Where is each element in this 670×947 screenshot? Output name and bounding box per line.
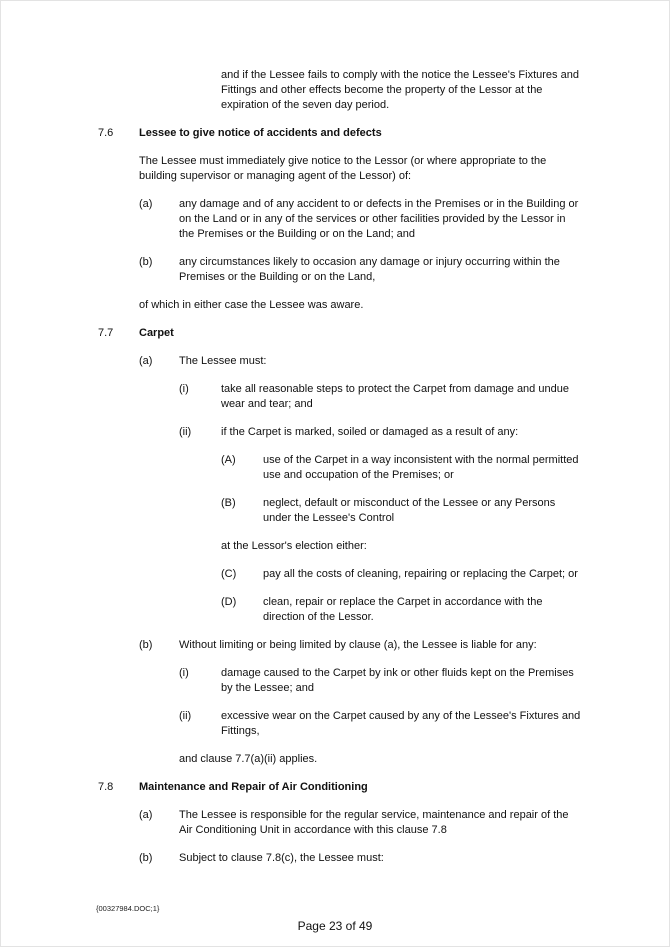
item-marker: (b) xyxy=(139,256,153,268)
list-item-C xyxy=(221,567,581,582)
list-item-A xyxy=(221,453,581,483)
page-number: Page 23 of 49 xyxy=(297,919,373,933)
item-marker: (a) xyxy=(139,809,153,821)
item-text: Subject to clause 7.8(c), the Lessee must: xyxy=(179,852,384,864)
clause-title: Lessee to give notice of accidents and defects xyxy=(139,127,382,139)
item-text: any damage and of any accident to or defects in the Premises or in the Building or on the Land or in any of the services or other facilities provided by the Lessor in the Premises or the Building or on the Land; and xyxy=(179,198,579,240)
item-text: Without limiting or being limited by clause (a), the Lessee is liable for any: xyxy=(179,639,537,651)
clause-heading-7.8 xyxy=(98,780,581,795)
clause-title: Carpet xyxy=(139,327,174,339)
list-item-b xyxy=(139,638,581,653)
list-item-b xyxy=(139,255,581,285)
item-marker: (ii) xyxy=(179,710,192,722)
list-item-D xyxy=(221,595,581,625)
clause-heading-7.7 xyxy=(98,326,581,341)
item-text: neglect, default or misconduct of the Lessee or any Persons under the Lessee's Control xyxy=(263,497,556,524)
item-marker: (b) xyxy=(139,852,153,864)
item-text: any circumstances likely to occasion any damage or injury occurring within the Premises or the Building or on the Land, xyxy=(179,256,560,283)
item-marker: (a) xyxy=(139,355,153,367)
item-marker: (a) xyxy=(139,198,153,210)
item-text: if the Carpet is marked, soiled or damaged as a result of any: xyxy=(221,426,519,438)
clause-number: 7.6 xyxy=(98,127,114,139)
item-marker: (ii) xyxy=(179,426,192,438)
clause-number: 7.7 xyxy=(98,327,114,339)
item-marker: (i) xyxy=(179,667,189,679)
clause-heading-7.6 xyxy=(98,126,581,141)
item-marker: (i) xyxy=(179,383,189,395)
item-marker: (B) xyxy=(221,497,236,509)
document-reference: {00327984.DOC;1} xyxy=(96,904,160,913)
paragraph: The Lessee must immediately give notice to the Lessor (or where appropriate to the building supervisor or managing agent of the Lessor) of: xyxy=(139,155,547,182)
list-item-i xyxy=(179,666,581,696)
list-item-a xyxy=(139,197,581,242)
item-text: clean, repair or replace the Carpet in accordance with the direction of the Lessor. xyxy=(263,596,543,623)
item-marker: (C) xyxy=(221,568,237,580)
item-text: The Lessee is responsible for the regular service, maintenance and repair of the Air Conditioning Unit in accordance with this clause 7.8 xyxy=(179,809,569,836)
item-text: The Lessee must: xyxy=(179,355,267,367)
list-item-ii xyxy=(179,425,581,440)
paragraph: and if the Lessee fails to comply with the notice the Lessee's Fixtures and Fittings and other effects become the property of the Lessor at the expiration of the seven day period. xyxy=(221,69,579,111)
list-item-i xyxy=(179,382,581,412)
item-marker: (b) xyxy=(139,639,153,651)
list-item-ii xyxy=(179,709,581,739)
item-text: damage caused to the Carpet by ink or other fluids kept on the Premises by the Lessee; and xyxy=(221,667,574,694)
list-item-a xyxy=(139,808,581,838)
document-body xyxy=(1,1,669,866)
item-marker: (A) xyxy=(221,454,236,466)
paragraph: of which in either case the Lessee was aware. xyxy=(139,299,364,311)
item-text: excessive wear on the Carpet caused by any of the Lessee's Fixtures and Fittings, xyxy=(221,710,581,737)
paragraph: and clause 7.7(a)(ii) applies. xyxy=(179,753,318,765)
item-text: use of the Carpet in a way inconsistent with the normal permitted use and occupation of the Premises; or xyxy=(263,454,579,481)
clause-number: 7.8 xyxy=(98,781,114,793)
list-item-a xyxy=(139,354,581,369)
item-text: pay all the costs of cleaning, repairing or replacing the Carpet; or xyxy=(263,568,578,580)
list-item-B xyxy=(221,496,581,526)
list-item-b xyxy=(139,851,581,866)
item-marker: (D) xyxy=(221,596,237,608)
clause-title: Maintenance and Repair of Air Conditioning xyxy=(139,781,368,793)
paragraph: at the Lessor's election either: xyxy=(221,540,367,552)
item-text: take all reasonable steps to protect the Carpet from damage and undue wear and tear; and xyxy=(221,383,569,410)
